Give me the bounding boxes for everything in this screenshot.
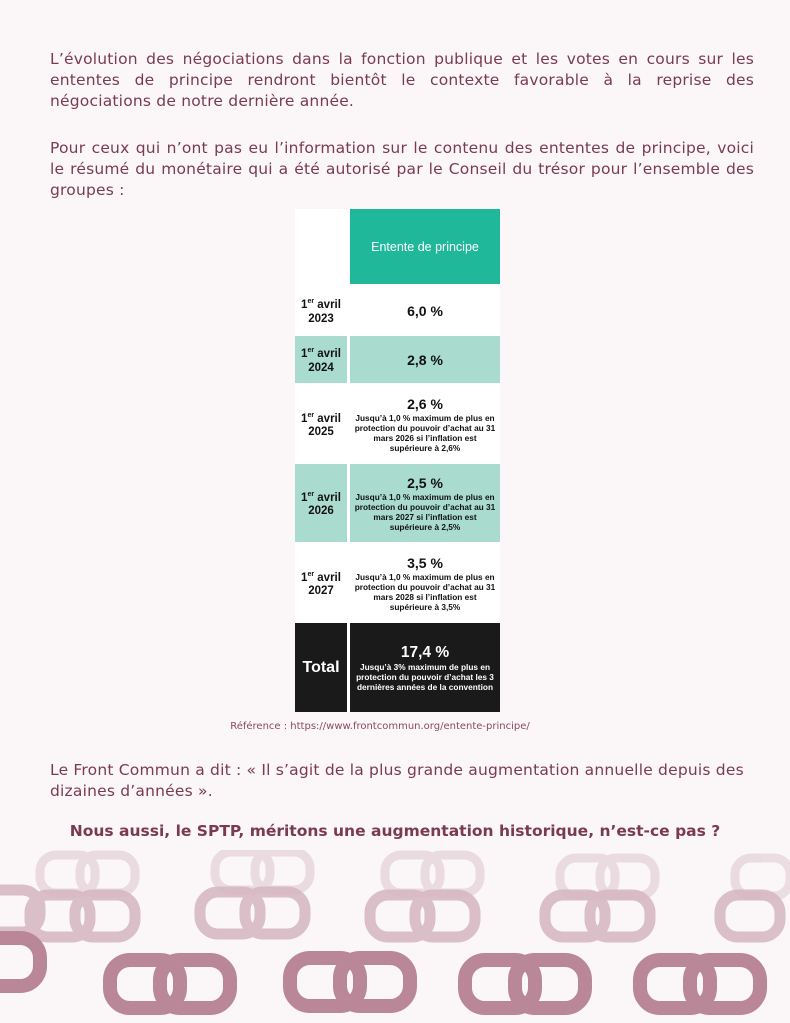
agreement-table	[295, 209, 500, 712]
intro-paragraph: L’évolution des négociations dans la fonction publique et les votes en cours sur les ententes de principe rendront bientôt le contexte favorable à la reprise des négociations de notre dernière année.	[50, 50, 754, 110]
row-label-total: Total	[295, 623, 347, 712]
table-header: Entente de principe	[350, 209, 500, 284]
row-value-2027: 3,5 % Jusqu’à 1,0 % maximum de plus en protection du pouvoir d’achat au 31 mars 2028 si l’inflation est supérieure à 3,5%	[350, 544, 500, 622]
row-label-2023: 1er avril 2023	[295, 287, 347, 334]
highlight-statement: Nous aussi, le SPTP, méritons une augmentation historique, n’est-ce pas ?	[69, 822, 721, 840]
reference-link[interactable]: Référence : https://www.frontcommun.org/entente-principe/	[230, 721, 530, 732]
row-label-2026: 1er avril 2026	[295, 464, 347, 542]
row-label-2027: 1er avril 2027	[295, 544, 347, 622]
row-label-2025: 1er avril 2025	[295, 385, 347, 463]
row-value-2026: 2,5 % Jusqu’à 1,0 % maximum de plus en protection du pouvoir d’achat au 31 mars 2027 si l’inflation est supérieure à 2,5%	[350, 464, 500, 542]
chain-pattern-decoration	[0, 850, 790, 1023]
front-commun-quote: Le Front Commun a dit : « Il s’agit de la plus grande augmentation annuelle depuis des dizaines d’années ».	[50, 761, 744, 800]
summary-paragraph: Pour ceux qui n’ont pas eu l’information sur le contenu des ententes de principe, voici le résumé du monétaire qui a été autorisé par le Conseil du trésor pour l’ensemble des groupes :	[50, 139, 754, 199]
row-value-2024: 2,8 %	[350, 336, 500, 383]
row-label-2024: 1er avril 2024	[295, 336, 347, 383]
row-value-2023: 6,0 %	[350, 287, 500, 334]
row-value-2025: 2,6 % Jusqu’à 1,0 % maximum de plus en protection du pouvoir d’achat au 31 mars 2026 si l’inflation est supérieure à 2,6%	[350, 385, 500, 463]
row-value-total: 17,4 % Jusqu’à 3% maximum de plus en protection du pouvoir d’achat les 3 dernières années de la convention	[350, 623, 500, 712]
